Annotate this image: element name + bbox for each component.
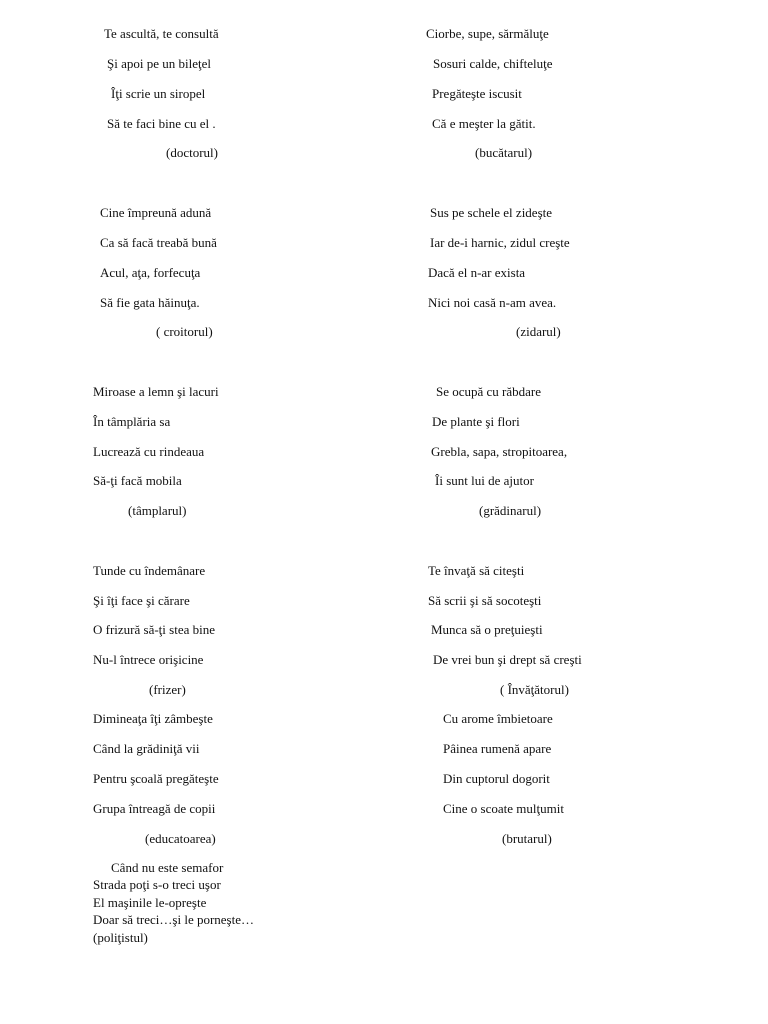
- riddle-line: Că e meşter la gătit.: [432, 116, 536, 131]
- riddle-line: Se ocupă cu răbdare: [436, 384, 542, 399]
- riddle-line: De vrei bun şi drept să creşti: [433, 652, 582, 667]
- riddle-line: Pregăteşte iscusit: [432, 86, 522, 101]
- riddle-line: Miroase a lemn şi lacuri: [93, 384, 219, 399]
- riddle-line: Să fie gata hăinuţa.: [100, 295, 200, 310]
- riddle-line: Să scrii şi să socoteşti: [428, 593, 542, 608]
- riddle-line: Sosuri calde, chifteluţe: [433, 56, 553, 71]
- riddle-line: Grupa întreagă de copii: [93, 801, 216, 816]
- riddle-line: Iar de-i harnic, zidul creşte: [430, 235, 570, 250]
- riddle-line: Să-ţi facă mobila: [93, 473, 182, 488]
- riddle-line: Ca să facă treabă bună: [100, 235, 217, 250]
- riddle-line: Dimineaţa îţi zâmbeşte: [93, 711, 213, 726]
- riddle-line: Te învaţă să citeşti: [428, 563, 525, 578]
- riddle-line: O frizură să-ţi stea bine: [93, 622, 216, 637]
- riddle-line: Când la grădiniţă vii: [93, 741, 200, 756]
- riddle-line: Strada poţi s-o treci uşor: [93, 877, 221, 892]
- riddle-line: Lucrează cu rindeaua: [93, 444, 205, 459]
- riddle-line: În tâmplăria sa: [93, 414, 171, 429]
- riddle-line: Te ascultă, te consultă: [104, 26, 219, 41]
- riddle-line: Nu-l întrece orişicine: [93, 652, 204, 667]
- riddle-line: Ciorbe, supe, sărmăluţe: [426, 26, 549, 41]
- riddle-line: Doar să treci…şi le porneşte…: [93, 912, 255, 927]
- riddle-answer: (frizer): [149, 682, 186, 697]
- riddle-line: Pâinea rumenă apare: [443, 741, 552, 756]
- riddle-line: Cu arome îmbietoare: [443, 711, 553, 726]
- riddle-line: Acul, aţa, forfecuţa: [100, 265, 201, 280]
- riddle-answer: (educatoarea): [145, 831, 216, 846]
- riddle-line: Să te faci bine cu el .: [107, 116, 216, 131]
- riddle-line: El maşinile le-opreşte: [93, 895, 207, 910]
- riddle-answer: (grădinarul): [479, 503, 542, 518]
- riddle-answer: ( Învăţătorul): [500, 682, 569, 697]
- riddle-answer: (brutarul): [502, 831, 552, 846]
- riddle-answer: (tâmplarul): [128, 503, 187, 518]
- riddle-answer: (zidarul): [516, 324, 561, 339]
- riddle-answer: (poliţistul): [93, 930, 148, 945]
- riddle-line: Îţi scrie un siropel: [111, 86, 206, 101]
- riddle-line: Grebla, sapa, stropitoarea,: [431, 444, 568, 459]
- riddle-answer: (bucătarul): [475, 145, 533, 160]
- riddle-answer: (doctorul): [166, 145, 218, 160]
- riddle-answer: ( croitorul): [156, 324, 213, 339]
- riddle-line: Şi apoi pe un bileţel: [107, 56, 211, 71]
- riddle-line: Îi sunt lui de ajutor: [435, 473, 534, 488]
- riddle-line: De plante şi flori: [432, 414, 520, 429]
- riddle-line: Munca să o preţuieşti: [431, 622, 543, 637]
- riddle-line: Tunde cu îndemânare: [93, 563, 206, 578]
- riddle-line: Sus pe schele el zideşte: [430, 205, 553, 220]
- riddle-line: Pentru şcoală pregăteşte: [93, 771, 219, 786]
- riddle-line: Şi îţi face şi cărare: [93, 593, 190, 608]
- riddle-line: Cine împreună adună: [100, 205, 212, 220]
- riddle-line: Cine o scoate mulţumit: [443, 801, 564, 816]
- riddle-line: Dacă el n-ar exista: [428, 265, 526, 280]
- riddle-line: Din cuptorul dogorit: [443, 771, 550, 786]
- riddle-line: Nici noi casă n-am avea.: [428, 295, 557, 310]
- riddle-line: Când nu este semafor: [111, 860, 224, 875]
